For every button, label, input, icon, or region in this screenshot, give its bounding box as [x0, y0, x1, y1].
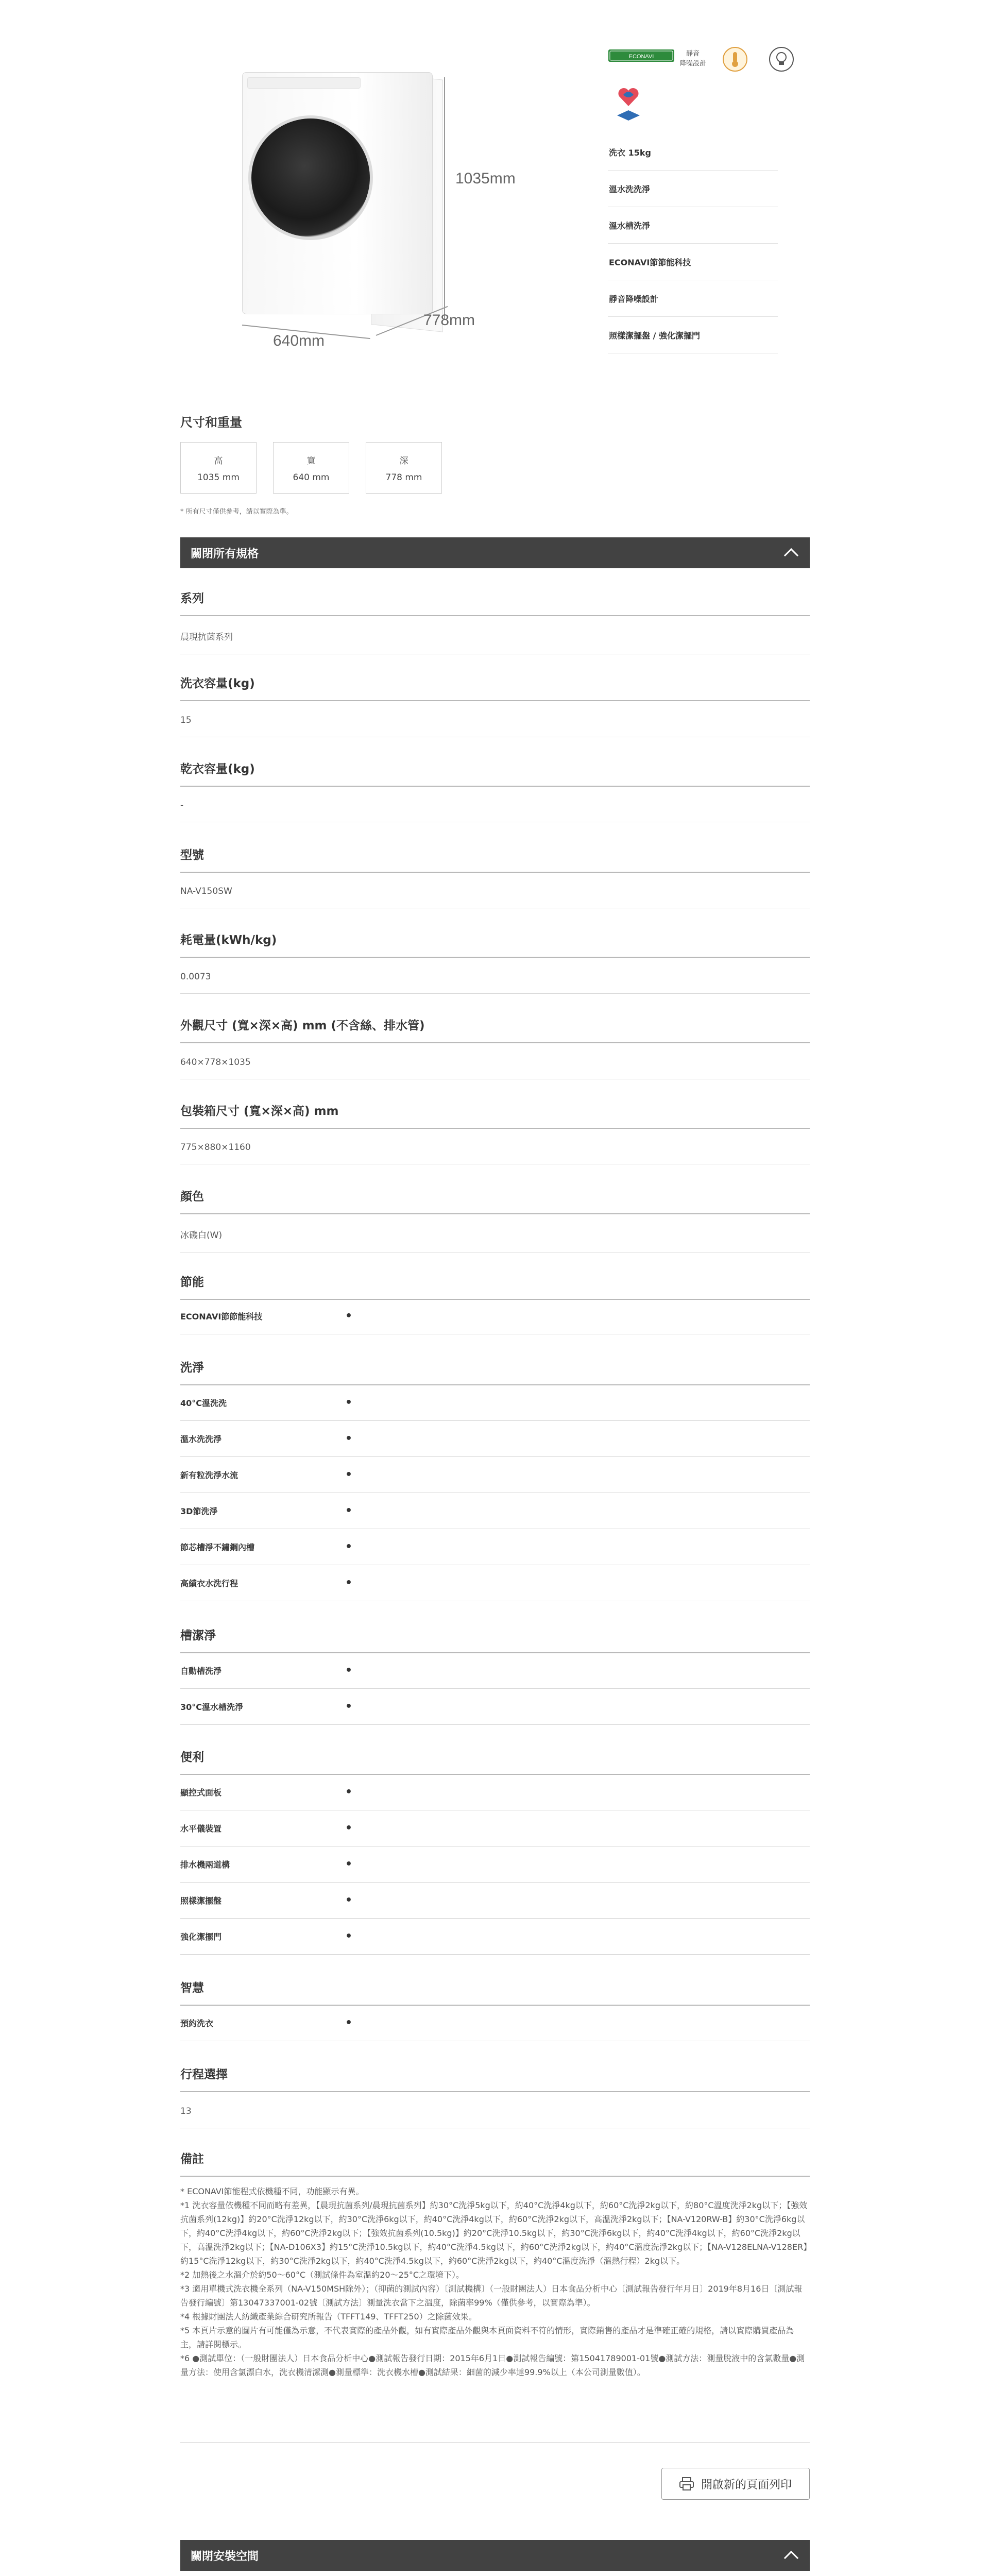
notes-heading: 備註: [180, 2149, 810, 2177]
size-box-depth: [366, 442, 442, 494]
blue-arrow-badge: [614, 108, 643, 123]
chevron-up-icon[interactable]: [784, 2551, 798, 2565]
close-install-space-label: 關閉安裝空間: [191, 2550, 259, 2563]
temperature-icon: [721, 45, 749, 73]
spec-feature-label: 預約洗衣: [180, 2019, 214, 2028]
spec-heading-color: 顏色: [180, 1187, 810, 1214]
recycle-icon: [614, 108, 643, 123]
size-box-value: 778 mm: [385, 472, 422, 483]
spec-heading-power: 耗電量(kWh/kg): [180, 930, 810, 958]
close-all-specs-bar[interactable]: [180, 537, 810, 568]
spec-feature-label: 高績衣水洗行程: [180, 1579, 238, 1588]
spec-feature-row: [180, 1565, 810, 1601]
spec-feature-label: 3D節洗淨: [180, 1506, 218, 1516]
size-box-value: 1035 mm: [197, 472, 240, 483]
feature-check-dot: •: [345, 1822, 353, 1835]
note-line: *5 本頁片示意的圖片有可能僅為示意，不代表實際的產品外觀，如有實際產品外觀與本頁面資料不符的情形，實際銷售的產品才是準確正確的規格，請以實際購買產品為主，請詳閱標示。: [180, 2326, 794, 2349]
size-section-title: 尺寸和重量: [180, 415, 242, 430]
feature-check-dot: •: [345, 1540, 353, 1553]
feature-list: [608, 134, 778, 353]
spec-feature-label: 排水機兩道構: [180, 1860, 230, 1870]
spec-feature-row: [180, 1421, 810, 1457]
print-page-button[interactable]: [661, 2468, 810, 2500]
note-line: *2 加熱後之水溫介於約50～60°C（測試條件為室溫約20～25°C之環境下）。: [180, 2270, 465, 2280]
feature-check-dot: •: [345, 1468, 353, 1481]
printer-icon: [679, 2477, 694, 2490]
washer-control-panel: [247, 77, 361, 89]
spec-feature-label: ECONAVI節節能科技: [180, 1312, 263, 1321]
feature-check-dot: •: [345, 1858, 353, 1871]
note-line: * ECONAVI節能程式依機種不同，功能顯示有異。: [180, 2187, 364, 2196]
size-box-label: 高: [214, 455, 223, 466]
spec-feature-row: [180, 1689, 810, 1725]
feature-check-dot: •: [345, 1310, 353, 1323]
feature-check-dot: •: [345, 2016, 353, 2029]
spec-feature-label: 節芯槽淨不鏽鋼內槽: [180, 1543, 255, 1552]
size-box-value: 640 mm: [293, 472, 330, 483]
spec-feature-row: [180, 1774, 810, 1810]
feature-item: 照樣潔擺盤 / 強化潔擺門: [608, 317, 778, 353]
lightbulb-icon: [768, 45, 795, 73]
spec-feature-label: 30°C溫水槽洗淨: [180, 1702, 244, 1712]
product-hero: [0, 0, 989, 392]
spec-feature-row: [180, 1298, 810, 1334]
spec-value-dimensions: 640×778×1035: [180, 1057, 810, 1079]
spec-heading-model: 型號: [180, 845, 810, 873]
feature-item: 溫水洗洗淨: [608, 171, 778, 207]
feature-check-dot: •: [345, 1894, 353, 1907]
size-note: * 所有尺寸僅供參考，請以實際為準。: [180, 508, 293, 516]
size-box-width: [273, 442, 349, 494]
feature-item: 洗衣 15kg: [608, 134, 778, 171]
spec-value-dry-capacity: -: [180, 800, 810, 822]
chevron-up-icon[interactable]: [784, 548, 798, 563]
spec-feature-row: [180, 1653, 810, 1689]
close-install-space-bar[interactable]: [180, 2540, 810, 2571]
spec-feature-row: [180, 1846, 810, 1883]
notes-divider: [180, 2442, 810, 2443]
spec-value-power: 0.0073: [180, 972, 810, 994]
spec-heading-series: 系列: [180, 589, 810, 616]
spec-feature-label: 強化潔擺門: [180, 1932, 222, 1942]
svg-text:ECONAVI: ECONAVI: [628, 54, 654, 60]
note-line: *4 根據財團法人紡織產業綜合研究所報告（TFFT149、TFFT250）之除菌效果。: [180, 2312, 477, 2321]
spec-feature-row: [180, 2005, 810, 2041]
size-box-label: 深: [399, 455, 408, 466]
spec-feature-label: 溫水洗洗淨: [180, 1434, 222, 1444]
spec-heading-dimensions: 外觀尺寸 (寬×深×高) mm (不含絲、排水管): [180, 1016, 810, 1043]
spec-group-energy: 節能: [180, 1273, 810, 1300]
feature-item: 靜音降噪設計: [608, 280, 778, 317]
feature-item: ECONAVI節節能科技: [608, 244, 778, 280]
spec-feature-label: 自動槽洗淨: [180, 1666, 222, 1676]
silent-badge-title: 靜音: [686, 50, 700, 58]
spec-feature-row: [180, 1810, 810, 1846]
spec-feature-label: 40°C溫洗洗: [180, 1398, 227, 1408]
height-dimension-label: 1035mm: [455, 170, 516, 187]
spec-value-program: 13: [180, 2106, 810, 2128]
spec-value-color: 冰磯白(W): [180, 1228, 810, 1252]
note-line: *1 洗衣容量依機種不同而略有差異，【晨現抗菌系列/晨現抗菌系列】約30°C洗淨5kg以下，約40°C洗淨4kg以下，約60°C洗淨2kg以下，約80°C溫度洗淨2kg以下；【強效抗菌系列(12kg)】約20°C洗淨12kg以下，約30°C洗淨6kg以下，約40°C洗淨4kg以下，約60°C洗淨2kg以下，高溫洗淨2kg以下；【NA-V120RW-B】約30°C洗淨6kg以下，約40°C洗淨4kg以下，約60°C洗淨2kg以下；【強效抗菌系列(10.5kg)】約20°C洗淨10.5kg以下，約30°C洗淨6kg以下，約40°C洗淨4kg以下，約60°C洗淨2kg以下，高溫洗淨2kg以下；【NA-D106X3】約15°C洗淨10.5kg以下，約40°C洗淨4.5kg以下，約60°C洗淨2kg以下，約40°C溫度洗淨2kg以下；【NA-V128ELNA-V128ER】約15°C洗淨12kg以下，約30°C洗淨2kg以下，約40°C洗淨4.5kg以下，約60°C洗淨2kg以下，約40°C溫度洗淨（溫熱行程）2kg以下。: [180, 2200, 808, 2266]
spec-heading-program: 行程選擇: [180, 2065, 810, 2092]
feature-check-dot: •: [345, 1396, 353, 1409]
lightbulb-badge: [768, 45, 795, 73]
size-box-label: 寬: [306, 455, 316, 466]
size-box-height: [180, 442, 257, 494]
spec-group-convenience: 便利: [180, 1748, 810, 1775]
feature-check-dot: •: [345, 1504, 353, 1517]
heart-leaf-icon: [614, 82, 643, 111]
spec-feature-row: [180, 1919, 810, 1955]
note-line: *3 適用單機式洗衣機全系列（NA-V150MSH除外）；（抑菌的測試內容）〔測試機構〕（一般財團法人）日本食品分析中心〔測試報告發行年月日〕2019年8月16日〔測試報告發行編號〕第13047337001-02號〔測試方法〕測量洗衣當下之溫度，除菌率99%（僅供參考，以實際為準）。: [180, 2284, 803, 2308]
feature-check-dot: •: [345, 1700, 353, 1713]
notes-body: [180, 2184, 810, 2379]
feature-check-dot: •: [345, 1664, 353, 1677]
spec-value-wash-capacity: 15: [180, 715, 810, 737]
spec-feature-label: 照樣潔擺盤: [180, 1896, 222, 1906]
spec-feature-label: 水平儀裝置: [180, 1824, 222, 1834]
eco-badge: [608, 47, 675, 64]
depth-dimension-label: 778mm: [423, 312, 475, 329]
spec-group-wash: 洗淨: [180, 1358, 810, 1385]
spec-group-tub-clean: 槽潔淨: [180, 1626, 810, 1653]
temperature-badge: [721, 45, 749, 73]
spec-value-package: 775×880×1160: [180, 1142, 810, 1164]
spec-group-smart: 智慧: [180, 1978, 810, 2006]
spec-feature-row: [180, 1529, 810, 1565]
feature-check-dot: •: [345, 1930, 353, 1943]
spec-feature-row: [180, 1385, 810, 1421]
spec-feature-label: 顯控式面板: [180, 1788, 222, 1798]
washer-door: [251, 118, 370, 237]
width-dimension-label: 640mm: [273, 332, 325, 349]
feature-check-dot: •: [345, 1786, 353, 1799]
green-label-badge: [614, 82, 643, 111]
spec-heading-wash-capacity: 洗衣容量(kg): [180, 674, 810, 701]
feature-item: 溫水槽洗淨: [608, 207, 778, 244]
feature-check-dot: •: [345, 1577, 353, 1589]
spec-heading-dry-capacity: 乾衣容量(kg): [180, 759, 810, 787]
spec-feature-row: [180, 1883, 810, 1919]
height-dimension-line: [444, 77, 445, 319]
spec-value-model: NA-V150SW: [180, 886, 810, 908]
econavi-icon: [608, 47, 675, 64]
note-line: *6 ●測試單位：（一般財團法人）日本食品分析中心●測試報告發行日期：2015年6月1日●測試報告編號：第15041789001-01號●測試方法：測量脫液中的含氯數量●測量方法：使用含氯漂白水，洗衣機清潔測●測量標準：洗衣機水槽●測試結果：細菌的減少率達99.9%以上（本公司測量數值）。: [180, 2353, 805, 2377]
spec-heading-package: 包裝箱尺寸 (寬×深×高) mm: [180, 1101, 810, 1129]
silent-badge: [670, 47, 716, 68]
silent-badge-sub: 降噪設計: [679, 60, 706, 67]
print-page-label: 開啟新的頁面列印: [701, 2478, 792, 2492]
spec-feature-row: [180, 1457, 810, 1493]
feature-check-dot: •: [345, 1432, 353, 1445]
spec-feature-row: [180, 1493, 810, 1529]
spec-feature-label: 新有粒洗淨水流: [180, 1470, 238, 1480]
close-all-specs-label: 關閉所有規格: [191, 547, 259, 561]
spec-value-series: 晨現抗菌系列: [180, 630, 810, 654]
